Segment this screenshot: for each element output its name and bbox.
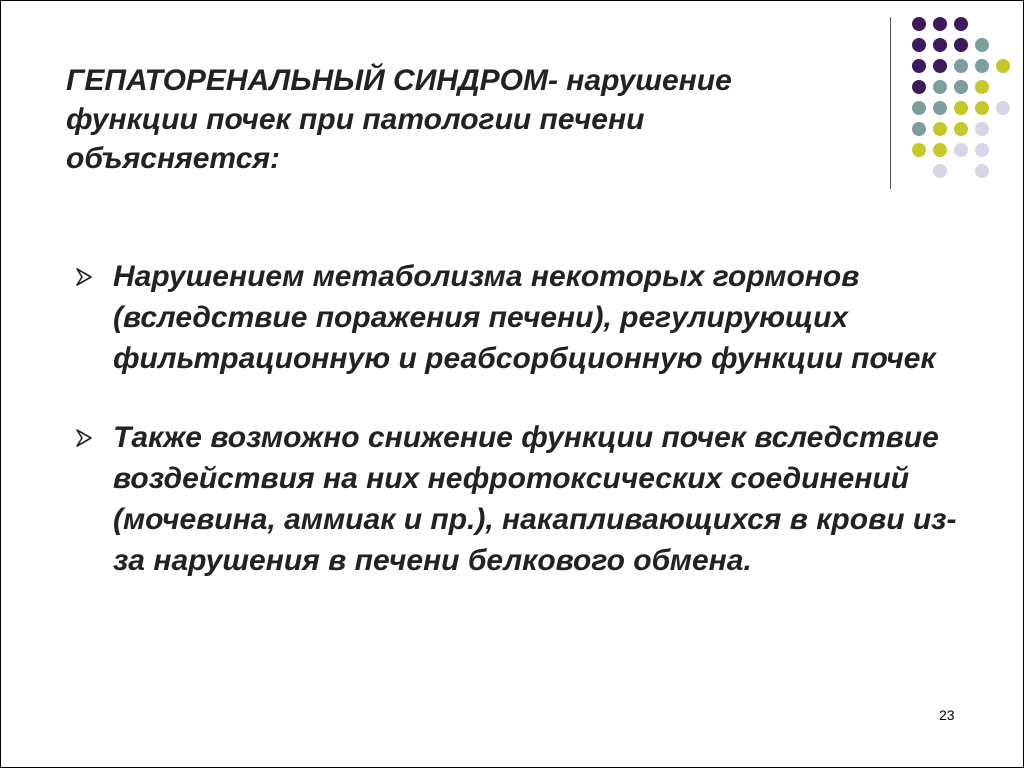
bullet-item	[73, 256, 973, 379]
decorative-dot	[975, 101, 989, 115]
decorative-dot	[933, 38, 947, 52]
decorative-dot	[996, 59, 1010, 73]
decorative-dot	[912, 59, 926, 73]
decorative-dot	[912, 143, 926, 157]
decorative-dot	[954, 80, 968, 94]
slide-title: ГЕПАТОРЕНАЛЬНЫЙ СИНДРОМ- нарушение функции почек при патологии печени объясняется:	[66, 64, 732, 175]
decorative-dot	[933, 101, 947, 115]
decorative-dot	[954, 122, 968, 136]
decorative-dot	[975, 164, 989, 178]
decorative-dot	[933, 17, 947, 31]
decorative-dot	[912, 122, 926, 136]
decorative-dot	[933, 59, 947, 73]
decorative-dot	[912, 80, 926, 94]
decorative-dot	[975, 80, 989, 94]
decorative-dot	[933, 122, 947, 136]
decorative-dot	[954, 143, 968, 157]
decorative-dot	[912, 101, 926, 115]
decorative-dot	[975, 38, 989, 52]
decorative-dot	[975, 59, 989, 73]
decorative-dot	[954, 59, 968, 73]
decorative-dot	[975, 143, 989, 157]
decorative-dot	[996, 101, 1010, 115]
decorative-dot	[912, 17, 926, 31]
decorative-dot	[954, 38, 968, 52]
page-number: 23	[939, 707, 955, 723]
decorative-dot	[933, 80, 947, 94]
decorative-dot	[933, 143, 947, 157]
bullet-text: Нарушением метаболизма некоторых гормонов (вследствие поражения печени), регулирующих фильтрационную и реабсорбционную функции почек	[113, 260, 936, 375]
bullet-list	[73, 256, 973, 619]
chevron-arrow-right-icon	[73, 427, 95, 449]
chevron-arrow-right-icon	[73, 266, 95, 288]
bullet-text: Также возможно снижение функции почек вследствие воздействия на них нефротоксических соединений (мочевина, аммиак и пр.), накапливающихся в крови из-за нарушения в печени белкового обмена.	[113, 421, 957, 577]
decorative-dot	[954, 101, 968, 115]
bullet-item	[73, 417, 973, 581]
decorative-dot	[975, 122, 989, 136]
decorative-dot	[954, 17, 968, 31]
decorative-divider-line	[890, 17, 891, 189]
decorative-dot	[933, 164, 947, 178]
decorative-dot	[912, 38, 926, 52]
